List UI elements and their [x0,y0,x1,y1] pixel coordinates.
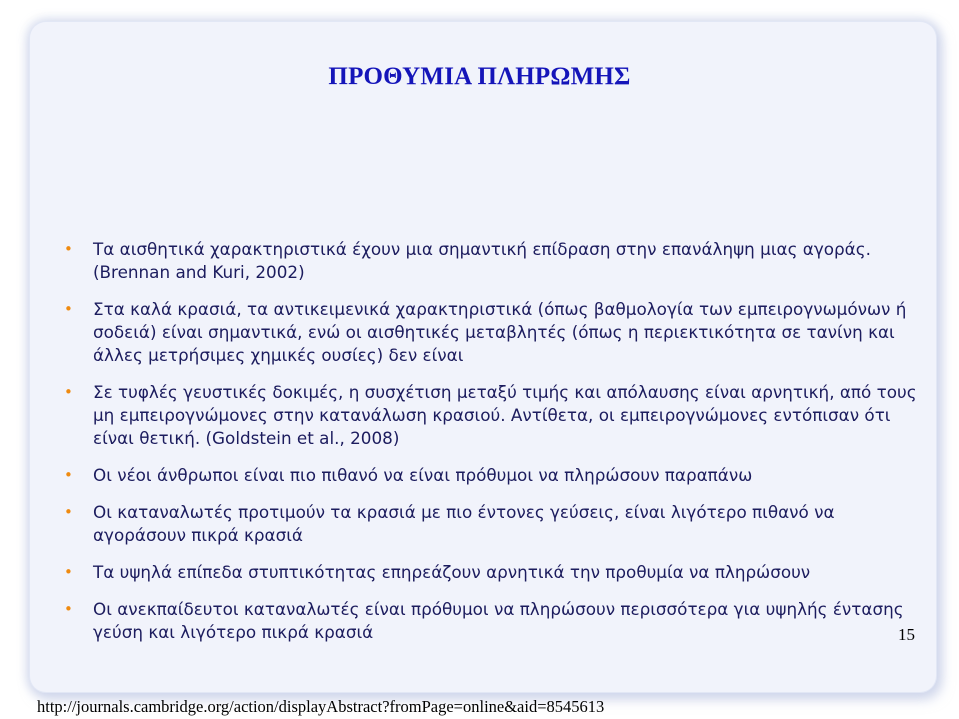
bullet-item [63,381,923,450]
bullet-text: Τα υψηλά επίπεδα στυπτικότητας επηρεάζουν αρνητικά την προθυμία να πληρώσουν [93,562,811,582]
slide-number: 15 [898,625,915,644]
bullet-item [63,238,923,284]
bullet-text: Οι ανεκπαίδευτοι καταναλωτές είναι πρόθυμοι να πληρώσουν περισσότερα για υψηλής έντασης γεύση και λιγότερο πικρά κρασιά [93,599,904,642]
bullet-item [63,298,923,367]
source-url-link[interactable]: http://journals.cambridge.org/action/displayAbstract?fromPage=online&aid=8545613 [37,697,605,716]
bullet-dot-icon: • [64,563,73,581]
bullet-item [63,598,923,644]
bullet-text: Στα καλά κρασιά, τα αντικειμενικά χαρακτηριστικά (όπως βαθμολογία των εμπειρογνωμόνων ή σοδειά) είναι σημαντικά, ενώ οι αισθητικές μεταβλητές (όπως η περιεκτικότητα σε τανίνη και άλλες μετρήσιμες χημικές ουσίες) δεν είναι [93,299,907,365]
bullet-text: Τα αισθητικά χαρακτηριστικά έχουν μια σημαντική επίδραση στην επανάληψη μιας αγοράς. (Brennan and Kuri, 2002) [93,239,871,282]
bullet-dot-icon: • [64,383,73,401]
bullet-text: Οι καταναλωτές προτιμούν τα κρασιά με πιο έντονες γεύσεις, είναι λιγότερο πιθανό να αγοράσουν πικρά κρασιά [93,502,835,545]
bullet-dot-icon: • [64,503,73,521]
bullet-dot-icon: • [64,466,73,484]
bullet-item [63,501,923,547]
bullet-dot-icon: • [64,600,73,618]
bullet-item [63,561,923,584]
bullet-dot-icon: • [64,240,73,258]
bullet-text: Σε τυφλές γευστικές δοκιμές, η συσχέτιση μεταξύ τιμής και απόλαυσης είναι αρνητική, από τους μη εμπειρογνώμονες στην κατανάλωση κρασιού. Αντίθετα, οι εμπειρογνώμονες εντόπισαν ότι είναι θετική. (Goldstein et al., 2008) [93,382,917,448]
bullet-list [63,238,923,658]
bullet-text: Οι νέοι άνθρωποι είναι πιο πιθανό να είναι πρόθυμοι να πληρώσουν παραπάνω [93,465,753,485]
bullet-dot-icon: • [64,300,73,318]
bullet-item [63,464,923,487]
slide-title: ΠΡΟΘΥΜΙΑ ΠΛΗΡΩΜΗΣ [328,63,631,90]
